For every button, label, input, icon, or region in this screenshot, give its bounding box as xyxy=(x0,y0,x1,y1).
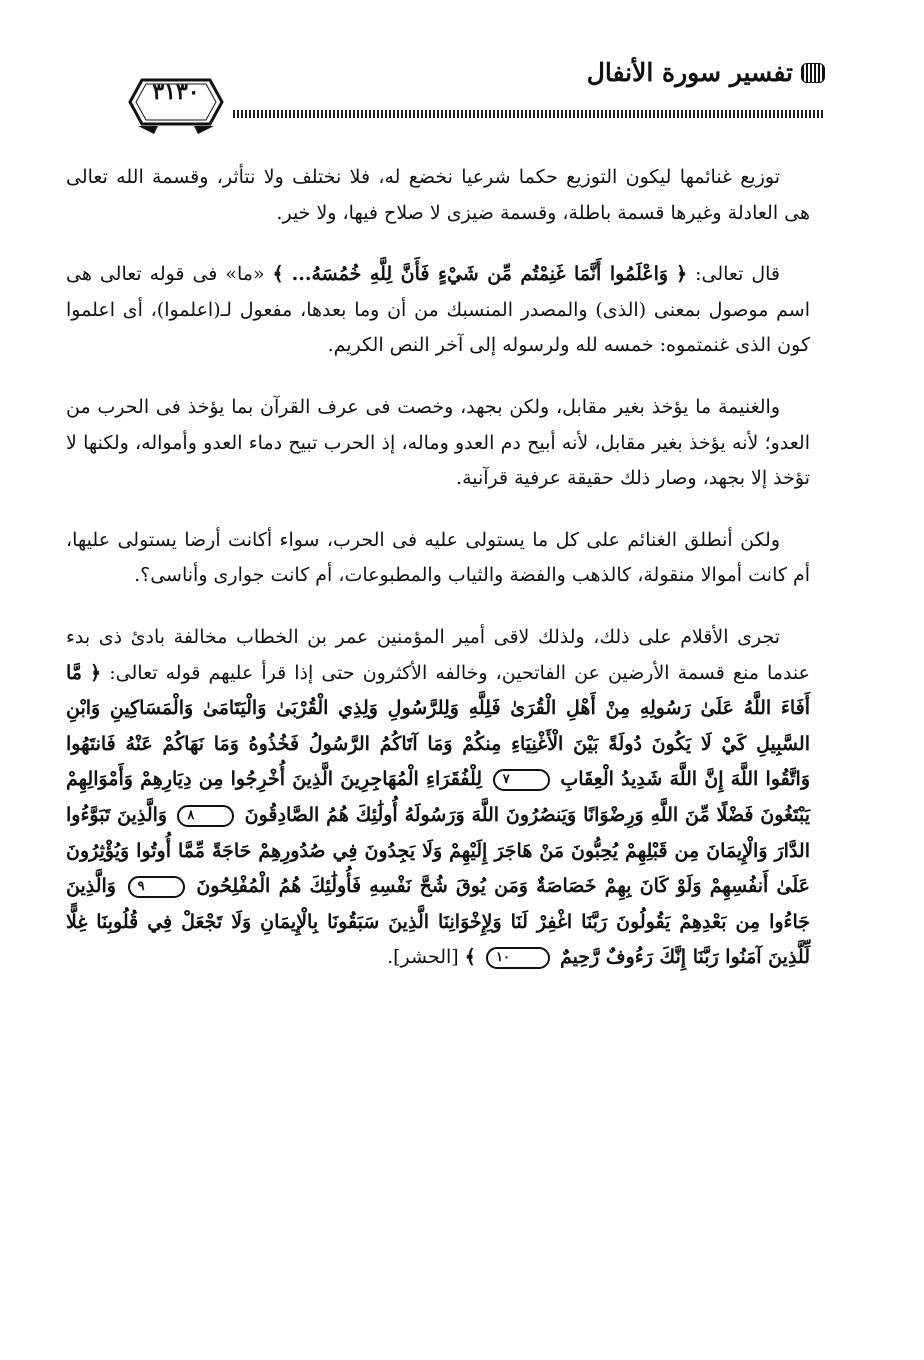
paragraph-5-intro: تجرى الأقلام على ذلك، ولذلك لاقى أمير المؤمنين عمر بن الخطاب مخالفة بادئ ذى بدء عندما منع قسمة الأرضين عن الفاتحين، وخالفه الأكثرون حتى إذا قرأ عليهم قوله تعالى: xyxy=(66,625,810,684)
quran-close-brace: ﴾ xyxy=(272,263,284,286)
surah-citation: [الحشر]. xyxy=(387,946,459,969)
page-header xyxy=(55,48,825,138)
paragraph-2 xyxy=(66,257,810,364)
ayah-number-9: ٩ xyxy=(128,876,185,898)
quran-verse-9: وَالَّذِينَ تَبَوَّءُوا الدَّارَ وَالْإِيمَانَ مِن قَبْلِهِمْ يُحِبُّونَ مَنْ هَاجَرَ إِلَيْهِمْ وَلَا يَجِدُونَ فِي صُدُورِهِمْ حَاجَةً مِّمَّا أُوتُوا وَيُؤْثِرُونَ عَلَىٰ أَنفُسِهِمْ وَلَوْ كَانَ بِهِمْ خَصَاصَةٌ وَمَن يُوقَ شُحَّ نَفْسِهِ فَأُولَٰئِكَ هُمُ الْمُفْلِحُونَ xyxy=(66,803,811,898)
running-title xyxy=(587,58,825,87)
page-body xyxy=(66,160,810,1002)
quran-verse-8: لِلْفُقَرَاءِ الْمُهَاجِرِينَ الَّذِينَ أُخْرِجُوا مِن دِيَارِهِمْ وَأَمْوَالِهِمْ يَبْتَغُونَ فَضْلًا مِّنَ اللَّهِ وَرِضْوَانًا وَيَنصُرُونَ اللَّهَ وَرَسُولَهُ أُولَٰئِكَ هُمُ الصَّادِقُونَ xyxy=(66,768,810,826)
paragraph-2-body: «ما» فى قوله تعالى هى اسم موصول بمعنى (الذى) والمصدر المنسبك من أن وما بعدها، مفعول لـ(اعلموا)، أى اعلموا كون الذى غنمتموه: خمسه لله ولرسوله إلى آخر النص الكريم. xyxy=(66,263,810,357)
ornament-icon xyxy=(801,63,825,83)
quran-open-brace: ﴿ xyxy=(90,661,102,684)
paragraph-5 xyxy=(66,620,810,976)
paragraph-1: توزيع غنائمها ليكون التوزيع حكما شرعيا نخضع له، فلا نختلف ولا نتأثر، وقسمة الله تعالى هى العادلة وغيرها قسمة باطلة، وقسمة ضيزى لا صلاح فيها، ولا خير. xyxy=(66,166,810,224)
quran-quote: وَاعْلَمُوا أَنَّمَا غَنِمْتُم مِّن شَيْءٍ فَأَنَّ لِلَّهِ خُمُسَهُ... xyxy=(291,263,669,286)
ayah-number-8: ٨ xyxy=(177,805,234,827)
ayah-number-7: ٧ xyxy=(493,769,550,791)
paragraph-3: والغنيمة ما يؤخذ بغير مقابل، ولكن بجهد، وخصت فى عرف القرآن بما يؤخذ فى الحرب من العدو؛ لأنه يؤخذ بغير مقابل، لأنه أبيح دم العدو وماله، إذ الحرب تبيح دماء العدو وأمواله، ولكنها لا تؤخذ إلا بجهد، وصار ذلك حقيقة عرفية قرآنية. xyxy=(66,395,810,490)
ayah-number-10: ١٠ xyxy=(486,947,550,969)
quran-close-brace: ﴾ xyxy=(464,946,476,969)
paragraph-4: ولكن أنطلق الغنائم على كل ما يستولى عليه فى الحرب، سواء أكانت أرضا يستولى عليها، أم كانت أموالا منقولة، كالذهب والفضة والثياب والمطبوعات، أم كانت جوارى وأناسى؟. xyxy=(66,528,810,587)
header-rule xyxy=(233,110,825,118)
page-number: ٣١٣٠ xyxy=(152,79,200,105)
quran-verse-7: مَّا أَفَاءَ اللَّهُ عَلَىٰ رَسُولِهِ مِنْ أَهْلِ الْقُرَىٰ فَلِلَّهِ وَلِلرَّسُولِ وَلِذِي الْقُرْبَىٰ وَالْيَتَامَىٰ وَالْمَسَاكِينِ وَابْنِ السَّبِيلِ كَيْ لَا يَكُونَ دُولَةً بَيْنَ الْأَغْنِيَاءِ مِنكُمْ وَمَا آتَاكُمُ الرَّسُولُ فَخُذُوهُ وَمَا نَهَاكُمْ عَنْهُ فَانتَهُوا وَاتَّقُوا اللَّهَ إِنَّ اللَّهَ شَدِيدُ الْعِقَابِ xyxy=(66,661,811,791)
quran-verse-10: وَالَّذِينَ جَاءُوا مِن بَعْدِهِمْ يَقُولُونَ رَبَّنَا اغْفِرْ لَنَا وَلِإِخْوَانِنَا الَّذِينَ سَبَقُونَا بِالْإِيمَانِ وَلَا تَجْعَلْ فِي قُلُوبِنَا غِلًّا لِّلَّذِينَ آمَنُوا رَبَّنَا إِنَّكَ رَءُوفٌ رَّحِيمٌ xyxy=(66,875,810,969)
paragraph-2-intro: قال تعالى: xyxy=(687,263,781,286)
running-title-text: تفسير سورة الأنفال xyxy=(586,58,793,87)
quran-open-brace: ﴿ xyxy=(676,263,688,286)
